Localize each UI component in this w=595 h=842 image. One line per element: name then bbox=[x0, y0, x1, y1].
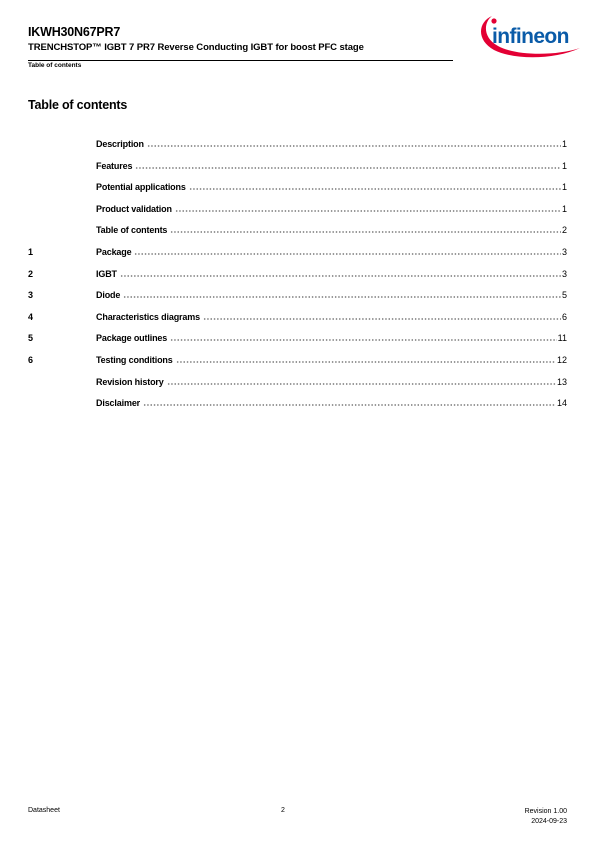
toc-entry[interactable] bbox=[28, 242, 567, 264]
toc-entry-title: Table of contents bbox=[96, 225, 168, 236]
toc-entry-number: 5 bbox=[28, 333, 34, 344]
toc-entry[interactable] bbox=[28, 177, 567, 199]
toc-entry-page: 5 bbox=[561, 290, 567, 301]
toc-entry[interactable] bbox=[28, 350, 567, 372]
toc-leader-dots bbox=[143, 398, 556, 406]
toc-leader-dots bbox=[135, 161, 561, 169]
toc-entry-page: 6 bbox=[561, 311, 567, 322]
toc-entry-page: 11 bbox=[557, 333, 567, 344]
logo-wordmark: infineon bbox=[492, 25, 569, 48]
toc-entry-number: 4 bbox=[28, 311, 34, 322]
toc-entry[interactable] bbox=[28, 134, 567, 156]
toc-entry[interactable] bbox=[28, 220, 567, 242]
toc-leader-dots bbox=[120, 269, 561, 277]
toc-entry-number: 3 bbox=[28, 290, 34, 301]
toc-list bbox=[28, 134, 567, 415]
toc-leader-dots bbox=[175, 204, 561, 212]
toc-entry-title: IGBT bbox=[96, 268, 117, 279]
toc-entry-title: Testing conditions bbox=[96, 354, 173, 365]
toc-entry-page: 14 bbox=[556, 398, 567, 409]
header-section-label: Table of contents bbox=[28, 62, 82, 69]
toc-entry-title: Product validation bbox=[96, 203, 172, 214]
footer-revision-block bbox=[525, 807, 567, 827]
toc-leader-dots bbox=[189, 182, 561, 190]
document-subtitle: TRENCHSTOP™ IGBT 7 PR7 Reverse Conducting IGBT for boost PFC stage bbox=[28, 42, 364, 53]
toc-entry-page: 13 bbox=[556, 376, 567, 387]
toc-entry-title: Characteristics diagrams bbox=[96, 311, 200, 322]
footer-date: 2024-09-23 bbox=[531, 818, 567, 825]
infineon-logo bbox=[476, 10, 588, 60]
toc-entry-title: Diode bbox=[96, 290, 121, 301]
toc-entry-title: Package bbox=[96, 246, 132, 257]
toc-entry-page: 1 bbox=[561, 182, 567, 193]
toc-entry-page: 3 bbox=[561, 246, 567, 257]
toc-entry-title: Potential applications bbox=[96, 182, 186, 193]
toc-leader-dots bbox=[170, 333, 557, 341]
toc-entry-number: 1 bbox=[28, 246, 34, 257]
toc-entry[interactable] bbox=[28, 307, 567, 329]
toc-leader-dots bbox=[176, 355, 556, 363]
toc-entry-page: 1 bbox=[561, 139, 567, 149]
toc-entry-title: Features bbox=[96, 160, 133, 171]
toc-entry-title: Disclaimer bbox=[96, 398, 141, 409]
toc-entry-page: 12 bbox=[556, 354, 567, 365]
document-title: IKWH30N67PR7 bbox=[28, 25, 121, 39]
toc-entry-page: 2 bbox=[561, 225, 567, 236]
toc-entry-page: 1 bbox=[561, 160, 567, 171]
toc-leader-dots bbox=[134, 247, 561, 255]
toc-entry[interactable] bbox=[28, 285, 567, 307]
toc-entry[interactable] bbox=[28, 372, 567, 394]
toc-entry-title: Revision history bbox=[96, 376, 164, 387]
footer-page-number: 2 bbox=[281, 807, 285, 814]
toc-entry[interactable] bbox=[28, 393, 567, 415]
toc-entry-number: 6 bbox=[28, 354, 34, 365]
header-divider bbox=[28, 60, 453, 61]
toc-entry[interactable] bbox=[28, 156, 567, 178]
toc-entry-title: Description bbox=[96, 139, 144, 149]
toc-entry-number: 2 bbox=[28, 268, 34, 279]
toc-leader-dots bbox=[147, 139, 561, 147]
toc-entry-title: Package outlines bbox=[96, 333, 168, 344]
toc-entry[interactable] bbox=[28, 328, 567, 350]
toc-heading: Table of contents bbox=[28, 98, 128, 112]
footer-document-type: Datasheet bbox=[28, 807, 60, 814]
toc-entry-page: 3 bbox=[561, 268, 567, 279]
toc-entry[interactable] bbox=[28, 264, 567, 286]
toc-leader-dots bbox=[203, 312, 561, 320]
toc-entry[interactable] bbox=[28, 199, 567, 221]
toc-leader-dots bbox=[170, 225, 561, 233]
toc-leader-dots bbox=[123, 290, 561, 298]
toc-leader-dots bbox=[167, 377, 556, 385]
toc-entry-page: 1 bbox=[561, 203, 567, 214]
footer-revision: Revision 1.00 bbox=[524, 808, 567, 815]
